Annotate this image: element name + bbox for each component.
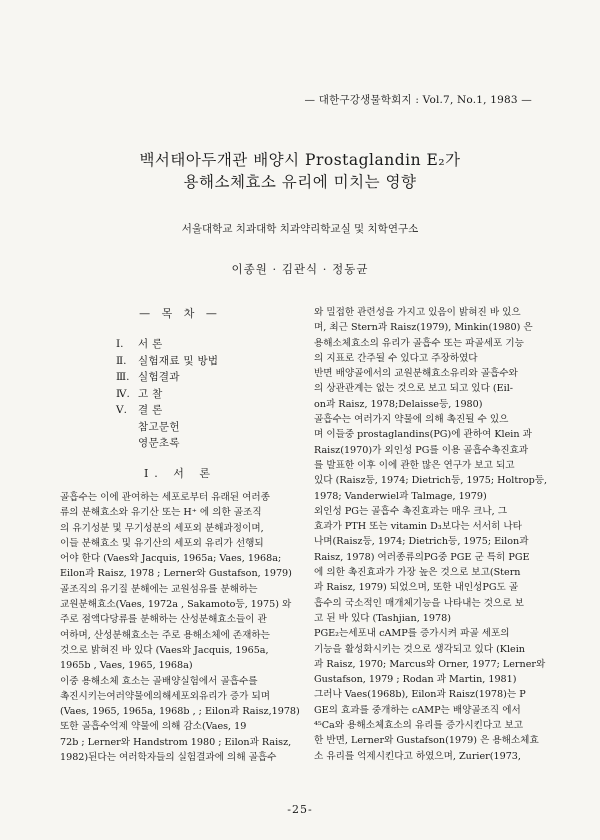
- body-text-line: Raisz(1970)가 외인성 PG를 이용 골흡수촉진효과: [314, 444, 529, 456]
- section-heading-introduction: Ⅰ. 서 론: [143, 467, 217, 480]
- toc-item: [116, 353, 218, 370]
- body-text-line: 1982)된다는 여러학자들의 실험결과에 의해 골흡수: [60, 752, 277, 764]
- body-text-line: 의 유기성분 및 무기성분의 세포외 분해과정이며,: [60, 522, 264, 534]
- body-text-line: 골흡수는 여러가지 약물에 의해 촉진될 수 있으: [314, 414, 509, 426]
- body-text-line: 와 밀접한 관련성을 가지고 있음이 밝혀진 바 있으: [314, 307, 521, 318]
- body-text-line: Raisz, 1978) 여러종류의PG중 PGE 군 특히 PGE: [314, 551, 530, 563]
- body-text-line: Eilon과 Raisz, 1978 ; Lerner와 Gustafson, 1979): [60, 568, 292, 580]
- body-text-line: 며, 최근 Stern과 Raisz(1979), Minkin(1980) 은: [314, 322, 533, 334]
- toc-item: [116, 402, 218, 419]
- toc-item-label: 참고문헌: [138, 420, 180, 433]
- body-text-line: 흡수의 국소적인 매개체기능을 나타내는 것으로 보: [314, 597, 524, 609]
- body-text-line: 에 의한 촉진효과가 가장 높은 것으로 보고(Stern: [314, 567, 521, 579]
- body-text-line: GE의 효과를 중개하는 cAMP는 배양골조직 에서: [314, 704, 521, 716]
- body-text-line: 를 발표한 이후 이에 관한 많은 연구가 보고 되고: [314, 459, 515, 471]
- body-text-line: 있다 (Raisz등, 1974; Dietrich등, 1975; Holtrop등,: [314, 475, 548, 487]
- toc-item-number: Ⅱ.: [116, 354, 127, 367]
- toc-item-number: Ⅰ.: [116, 338, 124, 350]
- toc-item-label: 실험재료 및 방법: [138, 354, 219, 367]
- left-column-body: [60, 490, 300, 765]
- toc-item-label: 고 찰: [138, 387, 163, 400]
- body-text-line: 이들 분해효소 및 유기산의 세포외 유리가 선행되: [60, 537, 264, 549]
- body-text-line: 골흡수는 이에 관여하는 세포로부터 유래된 여러종: [60, 492, 270, 503]
- toc-item-number: Ⅴ.: [116, 404, 127, 416]
- body-text-line: 나며(Raisz등, 1974; Dietrich등, 1975; Eilon과: [314, 536, 529, 548]
- article-title-line-2: 용해소체효소 유리에 미치는 영향: [183, 173, 417, 191]
- body-text-line: 반면 배양골에서의 교원분해효소유리와 골흡수와: [314, 368, 518, 380]
- toc-item-label: 영문초록: [138, 437, 180, 449]
- journal-header: — 대한구강생물학회지 : Vol.7, No.1, 1983 —: [304, 94, 532, 106]
- body-text-line: 외인성 PG는 골흡수 촉진효과는 매우 크나, 그: [314, 505, 508, 517]
- body-text-line: 1978; Vanderwiel과 Talmage, 1979): [314, 490, 487, 502]
- body-text-line: 1965b , Vaes, 1965, 1968a): [60, 660, 193, 672]
- toc-item: [116, 369, 218, 386]
- body-text-line: 류의 분해효소와 유기산 또는 H⁺ 에 의한 골조직: [60, 507, 262, 519]
- toc-item-label: 실험결과: [138, 371, 180, 383]
- body-text-line: 여하며, 산성분해효소는 주로 용해소체에 존재하는: [60, 629, 270, 641]
- body-text-line: 의 지표로 간주될 수 있다고 주장하였다: [314, 352, 478, 364]
- body-text-line: 교원분해효소(Vaes, 1972a , Sakamoto등, 1975) 와: [60, 599, 292, 611]
- toc-item: [116, 435, 218, 452]
- table-of-contents: [116, 336, 218, 452]
- toc-item: [116, 336, 218, 353]
- body-text-line: 그러나 Vaes(1968b), Eilon과 Raisz(1978)는 P: [314, 689, 526, 701]
- body-text-line: 어야 한다 (Vaes와 Jacquis, 1965a; Vaes, 1968a;: [60, 553, 282, 565]
- toc-item-number: Ⅲ.: [116, 371, 130, 383]
- toc-item: [116, 386, 218, 403]
- body-text-line: 고 된 바 있다 (Tashjian, 1978): [314, 612, 451, 624]
- body-text-line: ⁴⁵Ca와 용해소체효소의 유리를 증가시킨다고 보고: [314, 720, 524, 732]
- body-text-line: 과 Raisz, 1979) 되었으며, 또한 내인성PG도 골: [314, 582, 519, 594]
- article-title-line-1: 백서태아두개관 배양시 Prostaglandin E₂가: [139, 151, 461, 169]
- body-text-line: 한 반면, Lerner와 Gustafson(1979) 은 용해소체효: [314, 735, 539, 747]
- affiliation: 서울대학교 치과대학 치과약리학교실 및 치학연구소: [181, 223, 419, 235]
- body-text-line: on과 Raisz, 1978;Delaisse등, 1980): [314, 398, 483, 410]
- body-text-line: 이중 용해소체 효소는 골배양실험에서 골흡수를: [60, 675, 258, 687]
- body-text-line: 소 유리를 억제시킨다고 하였으며, Zurier(1973,: [314, 750, 521, 762]
- body-text-line: 것으로 밝혀진 바 있다 (Vaes와 Jacquis, 1965a,: [60, 644, 269, 656]
- body-text-line: 기능을 활성화시키는 것으로 생각되고 있다 (Klein: [314, 643, 525, 655]
- body-text-line: (Vaes, 1965, 1965a, 1968b , ; Eilon과 Raisz,1978): [60, 706, 300, 718]
- body-text-line: 골조직의 유기질 분해에는 교원섬유를 분해하는: [60, 583, 258, 595]
- body-text-line: PGE₂는세포내 cAMP를 증가시켜 파골 세포의: [314, 628, 510, 640]
- page-number: -25-: [287, 803, 313, 816]
- body-text-line: 과 Raisz, 1970; Marcus와 Orner, 1977; Lerner와: [314, 658, 546, 670]
- body-text-line: 의 상관관계는 없는 것으로 보고 되고 있다 (Eil-: [314, 383, 514, 395]
- body-text-line: 며 이들중 prostaglandins(PG)에 관하여 Klein 과: [314, 429, 532, 441]
- body-text-line: Gustafson, 1979 ; Rodan 과 Martin, 1981): [314, 674, 517, 686]
- body-text-line: 주로 점액다당류를 분해하는 산성분해효소들이 관: [60, 614, 267, 626]
- body-text-line: 촉진시키는여러약물에의해세포외유리가 증가 되며: [60, 690, 270, 702]
- body-text-line: 효과가 PTH 또는 vitamin D₃보다는 서서히 나타: [314, 521, 522, 533]
- toc-item-label: 서 론: [138, 338, 163, 350]
- toc-item-label: 결 론: [138, 404, 163, 416]
- toc-item: [116, 419, 218, 436]
- right-column-body: [314, 305, 558, 764]
- body-text-line: 또한 골흡수억제 약물에 의해 감소(Vaes, 19: [60, 721, 247, 733]
- toc-title: — 목 차 —: [139, 307, 221, 320]
- toc-item-number: Ⅳ.: [116, 387, 130, 400]
- body-text-line: 용해소체효소의 유리가 골흡수 또는 파골세포 기능: [314, 337, 524, 349]
- body-text-line: 72b ; Lerner와 Handstrom 1980 ; Eilon과 Raisz,: [60, 736, 292, 748]
- authors: 이종원 · 김관식 · 정동균: [231, 262, 369, 276]
